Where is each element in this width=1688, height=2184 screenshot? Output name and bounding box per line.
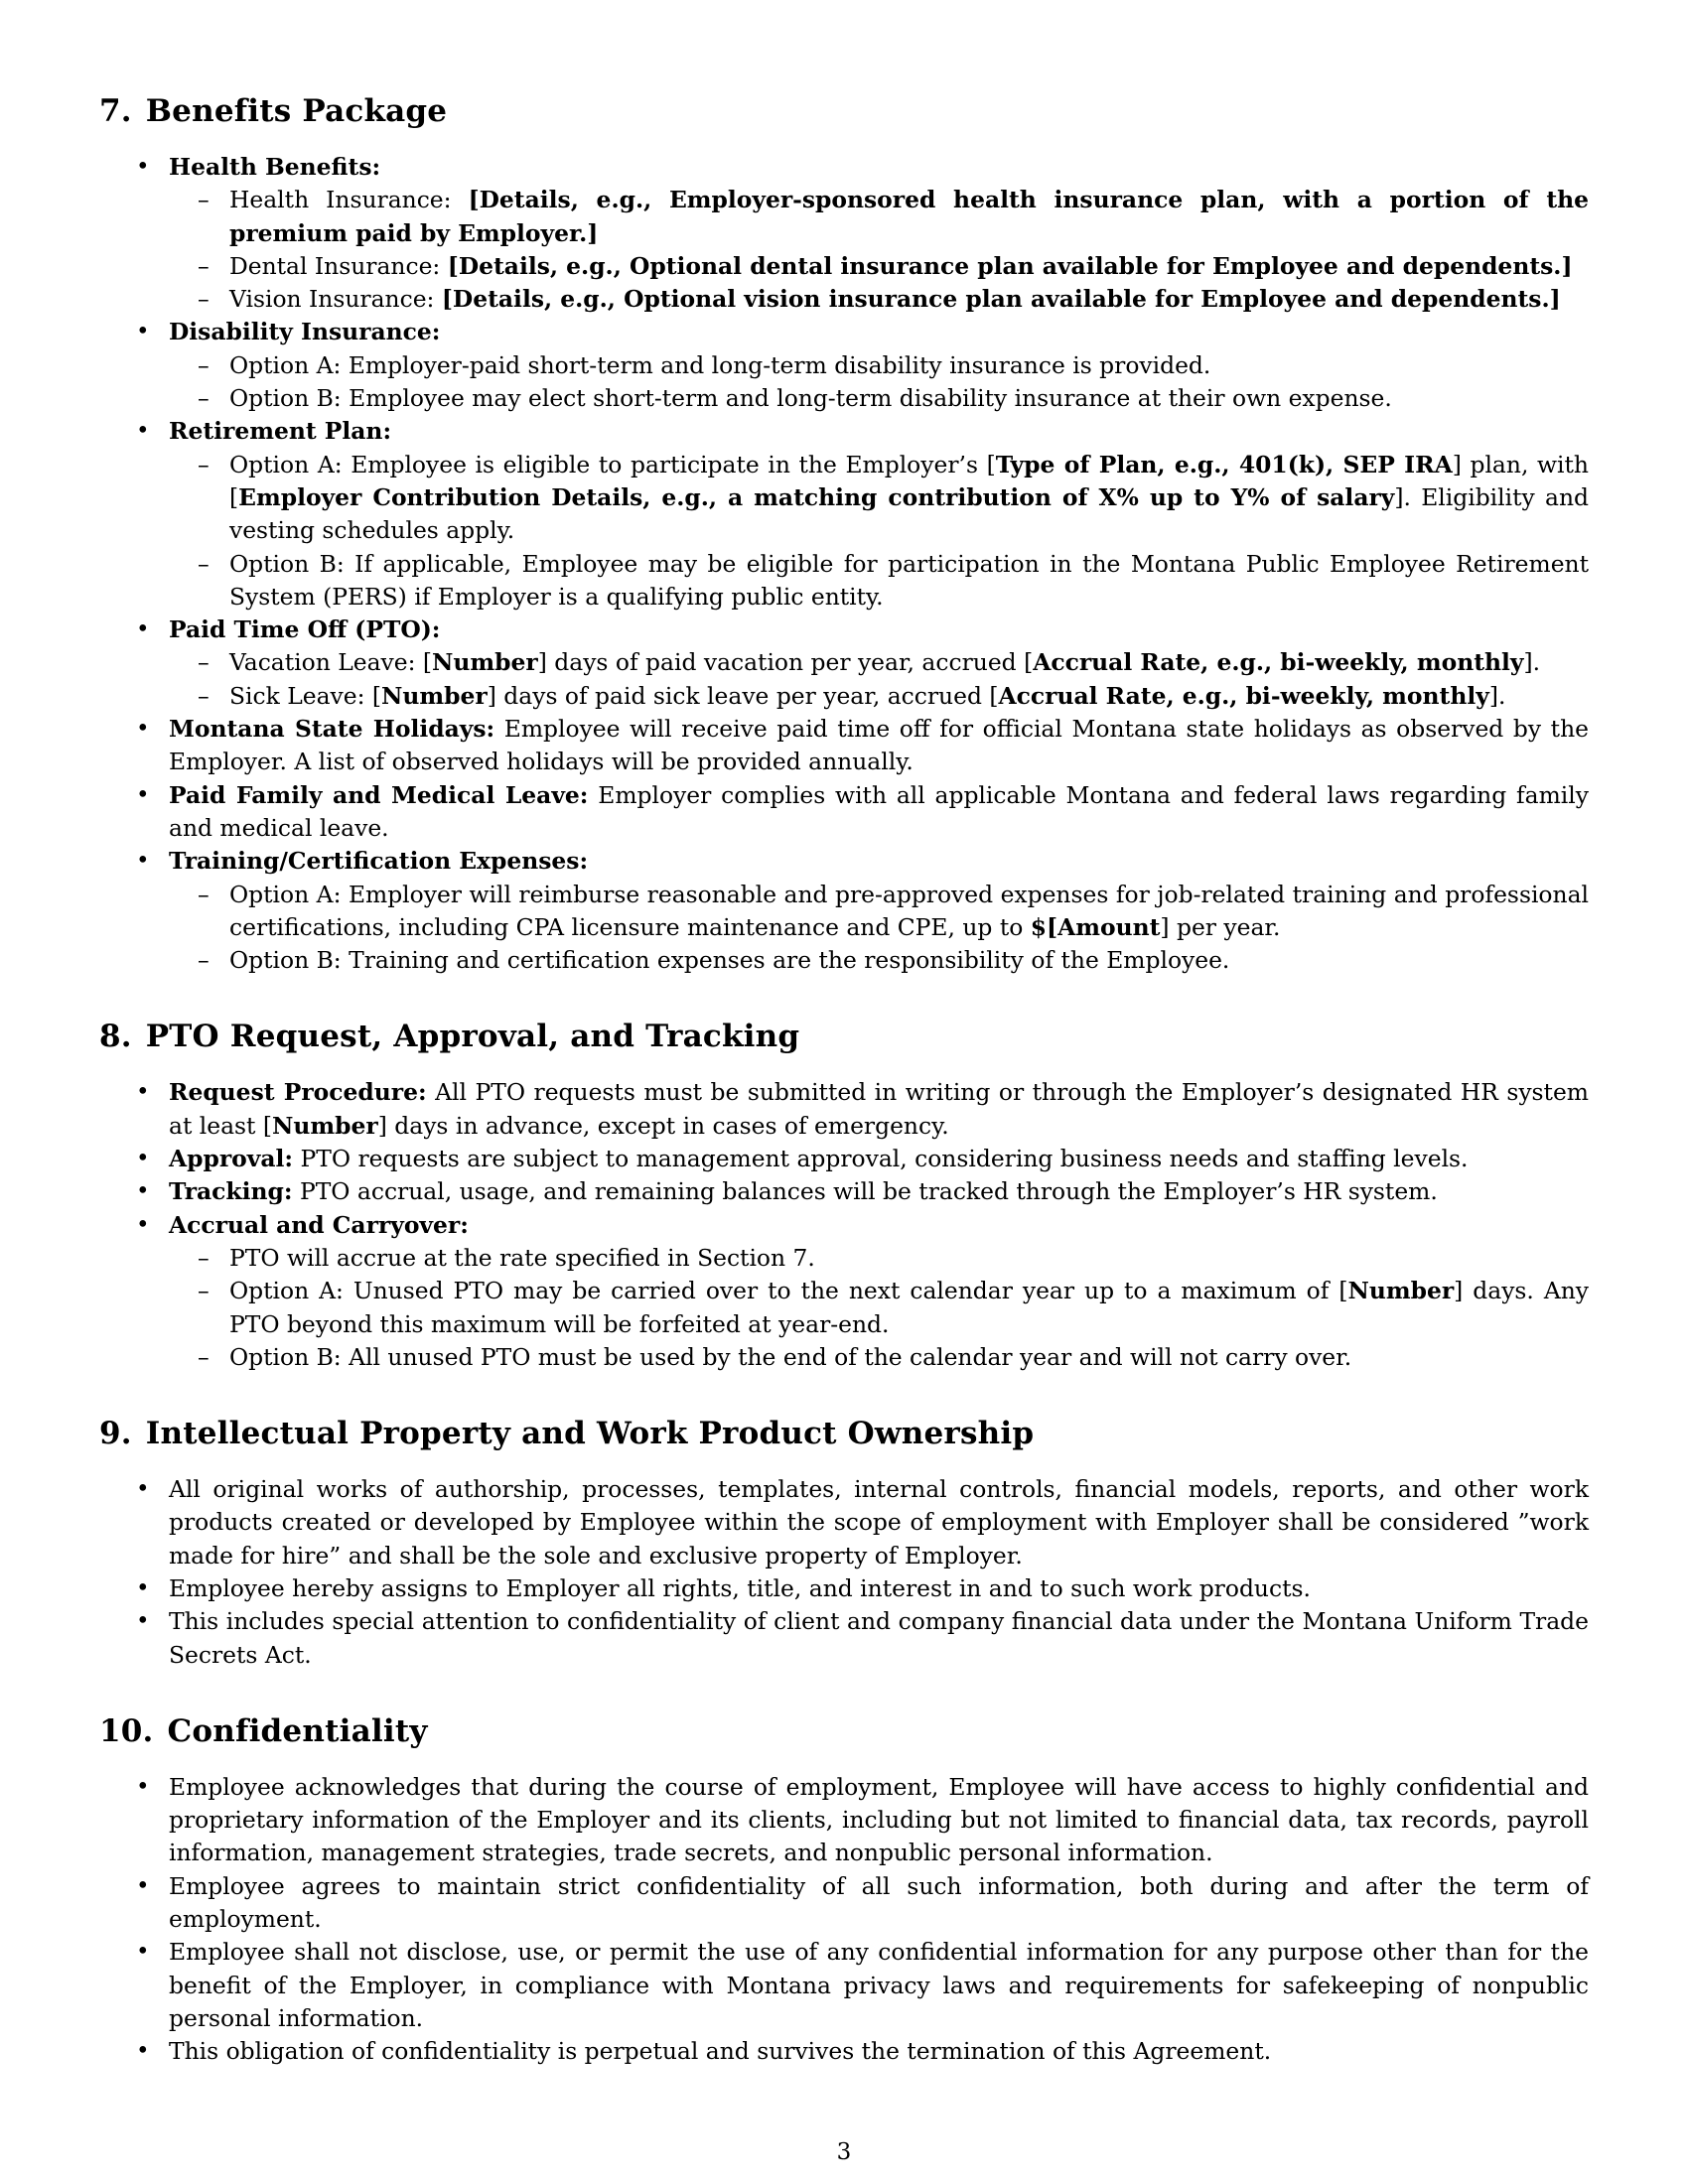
text-run: All PTO requests must be submitted in writing or through the Employer’s designated HR system at least [ bbox=[169, 1078, 1589, 1140]
item-placeholder: Type of Plan, e.g., 401(k), SEP IRA bbox=[995, 450, 1453, 478]
sublist-item-vision-insurance bbox=[169, 283, 1589, 316]
sublist-item-option-a bbox=[169, 879, 1589, 945]
section-heading bbox=[99, 1414, 1589, 1453]
item-placeholder: Number bbox=[1347, 1277, 1455, 1305]
sublist-item-accrual-rate: – PTO will accrue at the rate specified in Section 7. bbox=[169, 1242, 1589, 1275]
item-lead: Health Benefits: bbox=[169, 153, 381, 181]
section-pto-request bbox=[99, 1017, 1589, 1374]
section-number: 9. bbox=[99, 1416, 132, 1452]
list-item: • Employee acknowledges that during the course of employment, Employee will have access to highly confidential and proprietary information of the Employer and its clients, including but not limited to financial data, tax records, payroll information, management strategies, trade secrets, and nonpublic personal information. bbox=[99, 1771, 1589, 1870]
list-item-accrual-carryover bbox=[99, 1209, 1589, 1374]
section-confidentiality bbox=[99, 1711, 1589, 2069]
item-placeholder: Employer Contribution Details, e.g., a matching contribution of X% up to Y% of salary bbox=[238, 482, 1395, 511]
section-title: Intellectual Property and Work Product Ownership bbox=[145, 1416, 1035, 1452]
sublist-item-vacation-leave bbox=[169, 646, 1589, 679]
list-item: • This includes special attention to confidentiality of client and company financial data under the Montana Uniform Trade Secrets Act. bbox=[99, 1605, 1589, 1672]
text-run: ]. bbox=[1488, 681, 1506, 710]
item-lead: Disability Insurance: bbox=[169, 318, 441, 346]
item-text: Employee will receive paid time off for official Montana state holidays as observed by the Employer. A list of observed holidays will be provided annually. bbox=[169, 715, 1589, 776]
list-item-tracking bbox=[99, 1175, 1589, 1208]
list-item-health-benefits bbox=[99, 151, 1589, 316]
health-sublist bbox=[169, 184, 1589, 316]
text-run: Vacation Leave: [ bbox=[229, 648, 433, 677]
pto-request-list bbox=[99, 1076, 1589, 1374]
sublist-item-option-b: – Option B: If applicable, Employee may be eligible for participation in the Montana Public Employee Retirement System (PERS) if Employer is a qualifying public entity. bbox=[169, 548, 1589, 614]
text-run: ] plan, with [ bbox=[229, 450, 1589, 511]
item-placeholder: Accrual Rate, e.g., bi-weekly, monthly bbox=[998, 681, 1489, 710]
list-item-montana-holidays bbox=[99, 713, 1589, 779]
item-label: Health Insurance: bbox=[229, 186, 469, 214]
text-run: ] per year. bbox=[1160, 912, 1281, 941]
item-lead: Accrual and Carryover: bbox=[169, 1210, 469, 1239]
accrual-sublist bbox=[169, 1242, 1589, 1374]
item-text: PTO accrual, usage, and remaining balances will be tracked through the Employer’s HR system. bbox=[292, 1177, 1438, 1206]
text-run: Option A: Unused PTO may be carried over to the next calendar year up to a maximum of [ bbox=[229, 1277, 1348, 1305]
section-intellectual-property bbox=[99, 1414, 1589, 1672]
list-item-approval bbox=[99, 1143, 1589, 1175]
text-run: ] days of paid sick leave per year, accrued [ bbox=[487, 681, 999, 710]
page-number: 3 bbox=[836, 2139, 852, 2165]
list-item: • Employee agrees to maintain strict confidentiality of all such information, both during and after the term of employment. bbox=[99, 1870, 1589, 1937]
training-sublist bbox=[169, 879, 1589, 978]
text-run: ] days. Any PTO beyond this maximum will be forfeited at year-end. bbox=[229, 1277, 1589, 1338]
sublist-item-option-b: – Option B: All unused PTO must be used by the end of the calendar year and will not carry over. bbox=[169, 1341, 1589, 1374]
sublist-item-sick-leave bbox=[169, 680, 1589, 713]
text-run: ]. Eligibility and vesting schedules apply. bbox=[229, 482, 1589, 545]
list-item-request-procedure bbox=[99, 1076, 1589, 1143]
sublist-item-option-a bbox=[169, 1275, 1589, 1341]
item-placeholder: [Details, e.g., Employer-sponsored health insurance plan, with a portion of the premium paid by Employer.] bbox=[229, 186, 1590, 247]
item-label: Vision Insurance: bbox=[229, 285, 442, 314]
item-lead: Request Procedure: bbox=[169, 1078, 427, 1107]
section-heading bbox=[99, 91, 1589, 131]
item-lead: Montana State Holidays: bbox=[169, 715, 495, 744]
sublist-item-health-insurance bbox=[169, 184, 1589, 250]
list-item-disability-insurance bbox=[99, 316, 1589, 415]
sublist-item-option-a bbox=[169, 449, 1589, 548]
list-item-paid-time-off bbox=[99, 614, 1589, 713]
ip-list bbox=[99, 1473, 1589, 1672]
sublist-item-dental-insurance bbox=[169, 250, 1589, 283]
text-run: ] days in advance, except in cases of emergency. bbox=[377, 1111, 949, 1140]
retirement-sublist bbox=[169, 449, 1589, 614]
section-title: Benefits Package bbox=[145, 93, 448, 129]
item-placeholder: Accrual Rate, e.g., bi-weekly, monthly bbox=[1033, 648, 1524, 677]
item-label: Dental Insurance: bbox=[229, 251, 448, 280]
disability-sublist bbox=[169, 349, 1589, 416]
item-placeholder: Number bbox=[381, 681, 488, 710]
item-placeholder: [Details, e.g., Optional vision insurance plan available for Employee and dependents.] bbox=[441, 285, 1561, 314]
item-lead: Paid Family and Medical Leave: bbox=[169, 780, 589, 809]
section-benefits-package bbox=[99, 91, 1589, 977]
confidentiality-list bbox=[99, 1771, 1589, 2069]
section-title: Confidentiality bbox=[167, 1712, 428, 1749]
text-run: ]. bbox=[1523, 648, 1541, 677]
sublist-item-option-b: – Option B: Employee may elect short-term and long-term disability insurance at their own expense. bbox=[169, 382, 1589, 415]
item-lead: Retirement Plan: bbox=[169, 417, 392, 446]
sublist-item-option-b: – Option B: Training and certification expenses are the responsibility of the Employee. bbox=[169, 944, 1589, 977]
section-heading bbox=[99, 1017, 1589, 1056]
list-item-family-medical-leave bbox=[99, 779, 1589, 846]
sublist-item-option-a: – Option A: Employer-paid short-term and long-term disability insurance is provided. bbox=[169, 349, 1589, 382]
list-item-training-expenses bbox=[99, 845, 1589, 977]
item-lead: Approval: bbox=[169, 1145, 294, 1173]
list-item: • Employee shall not disclose, use, or permit the use of any confidential information for any purpose other than for the benefit of the Employer, in compliance with Montana privacy laws and requirements for safekeeping of nonpublic personal information. bbox=[99, 1936, 1589, 2035]
item-text: PTO requests are subject to management approval, considering business needs and staffing levels. bbox=[293, 1145, 1469, 1173]
document-page bbox=[99, 91, 1589, 2109]
list-item-retirement-plan bbox=[99, 415, 1589, 614]
section-number: 7. bbox=[99, 93, 132, 129]
item-placeholder: [Details, e.g., Optional dental insurance plan available for Employee and dependents.] bbox=[447, 251, 1573, 280]
section-number: 10. bbox=[99, 1712, 154, 1749]
text-run: Sick Leave: [ bbox=[229, 681, 382, 710]
list-item: • Employee hereby assigns to Employer all rights, title, and interest in and to such work products. bbox=[99, 1572, 1589, 1605]
item-placeholder: Number bbox=[432, 648, 538, 677]
text-run: Option A: Employer will reimburse reasonable and pre-approved expenses for job-related training and professional certifications, including CPA licensure maintenance and CPE, up to bbox=[229, 880, 1589, 941]
item-lead: Paid Time Off (PTO): bbox=[169, 615, 441, 644]
section-title: PTO Request, Approval, and Tracking bbox=[145, 1019, 800, 1055]
list-item: • This obligation of confidentiality is perpetual and survives the termination of this Agreement. bbox=[99, 2035, 1589, 2068]
item-placeholder: $[Amount bbox=[1030, 912, 1161, 941]
item-lead: Training/Certification Expenses: bbox=[169, 847, 589, 876]
text-run: ] days of paid vacation per year, accrued [ bbox=[537, 648, 1034, 677]
pto-sublist bbox=[169, 646, 1589, 713]
section-number: 8. bbox=[99, 1019, 132, 1055]
text-run: Option A: Employee is eligible to participate in the Employer’s [ bbox=[229, 450, 996, 478]
item-placeholder: Number bbox=[272, 1111, 378, 1140]
list-item: • All original works of authorship, processes, templates, internal controls, financial models, reports, and other work products created or developed by Employee within the scope of employment with Employer shall be considered ”work made for hire” and shall be the sole and exclusive property of Employer. bbox=[99, 1473, 1589, 1572]
item-lead: Tracking: bbox=[169, 1177, 293, 1206]
section-heading bbox=[99, 1711, 1589, 1751]
item-text: Employer complies with all applicable Montana and federal laws regarding family and medical leave. bbox=[169, 780, 1589, 842]
benefits-list bbox=[99, 151, 1589, 977]
